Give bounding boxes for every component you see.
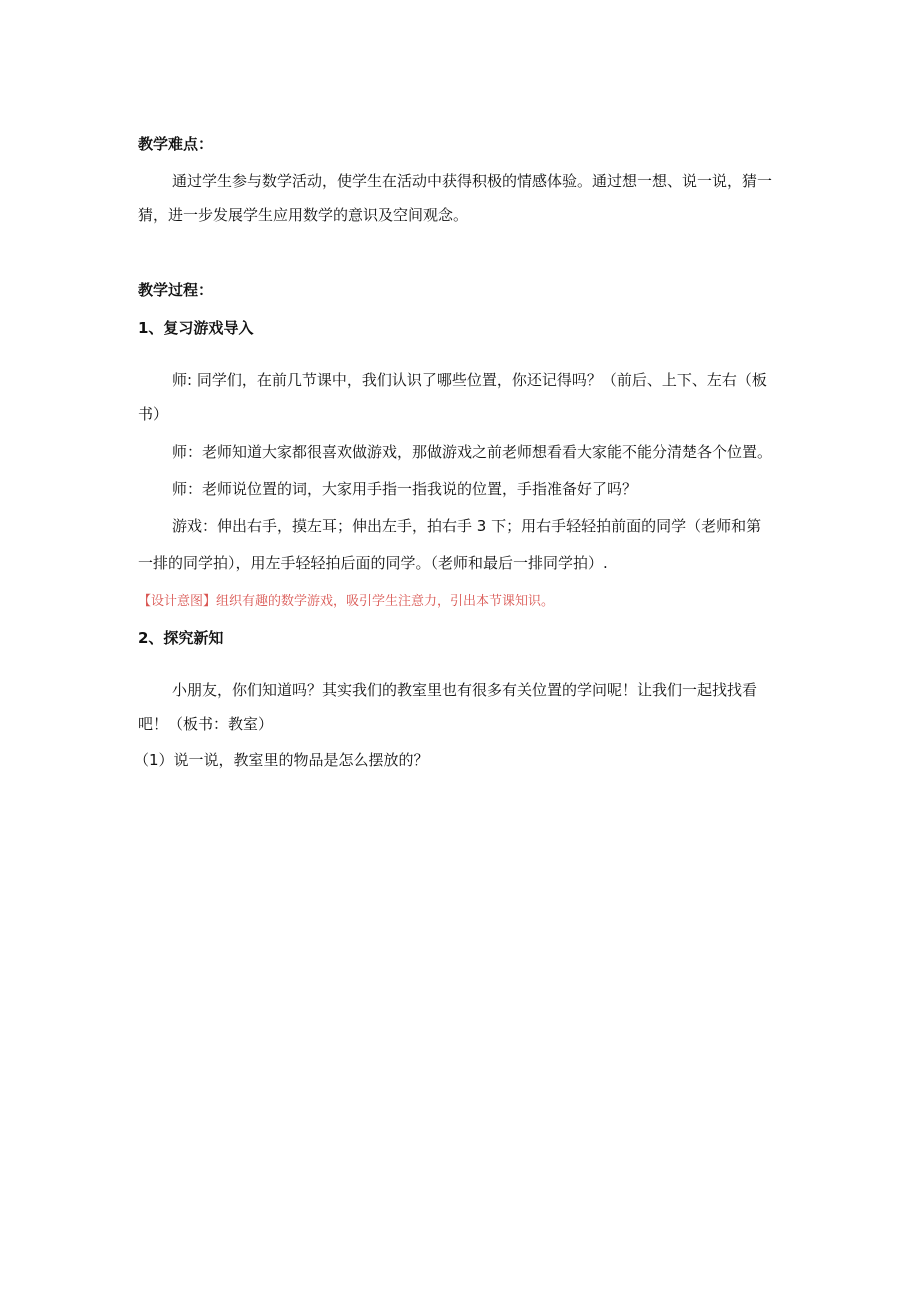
part1-game-line-1: 游戏：伸出右手，摸左耳；伸出左手，拍右手 3 下；用右手轻轻拍前面的同学（老师和第 (172, 517, 762, 535)
part1-paragraph-2: 师：老师知道大家都很喜欢做游戏，那做游戏之前老师想看看大家能不能分清楚各个位置。 (172, 443, 773, 461)
part1-paragraph-1-line-2: 书） (138, 405, 169, 423)
difficulty-heading: 教学难点： (138, 135, 214, 153)
part2-paragraph-line-1: 小朋友，你们知道吗？其实我们的教室里也有很多有关位置的学问呢！让我们一起找找看 (172, 681, 758, 699)
part2-heading: 2、探究新知 (138, 629, 224, 647)
part1-game-line-2: 一排的同学拍），用左手轻轻拍后面的同学。（老师和最后一排同学拍）. (138, 554, 608, 572)
part1-heading: 1、复习游戏导入 (138, 319, 254, 337)
process-heading: 教学过程： (138, 281, 214, 299)
part2-question-1: （1）说一说，教室里的物品是怎么摆放的？ (134, 751, 429, 769)
difficulty-paragraph-line-1: 通过学生参与数学活动，使学生在活动中获得积极的情感体验。通过想一想、说一说，猜一 (172, 172, 773, 190)
part1-paragraph-3: 师：老师说位置的词，大家用手指一指我说的位置，手指准备好了吗？ (172, 480, 638, 498)
difficulty-paragraph-line-2: 猜，进一步发展学生应用数学的意识及空间观念。 (138, 206, 469, 224)
part2-paragraph-line-2: 吧！（板书：教室） (138, 715, 274, 733)
design-note (138, 592, 554, 612)
part1-paragraph-1-line-1: 师: 同学们，在前几节课中，我们认识了哪些位置，你还记得吗？（前后、上下、左右（板 (172, 371, 767, 389)
design-note-text: 组织有趣的数学游戏，吸引学生注意力，引出本节课知识。 (216, 594, 555, 609)
design-note-label: 【设计意图】 (138, 594, 217, 609)
